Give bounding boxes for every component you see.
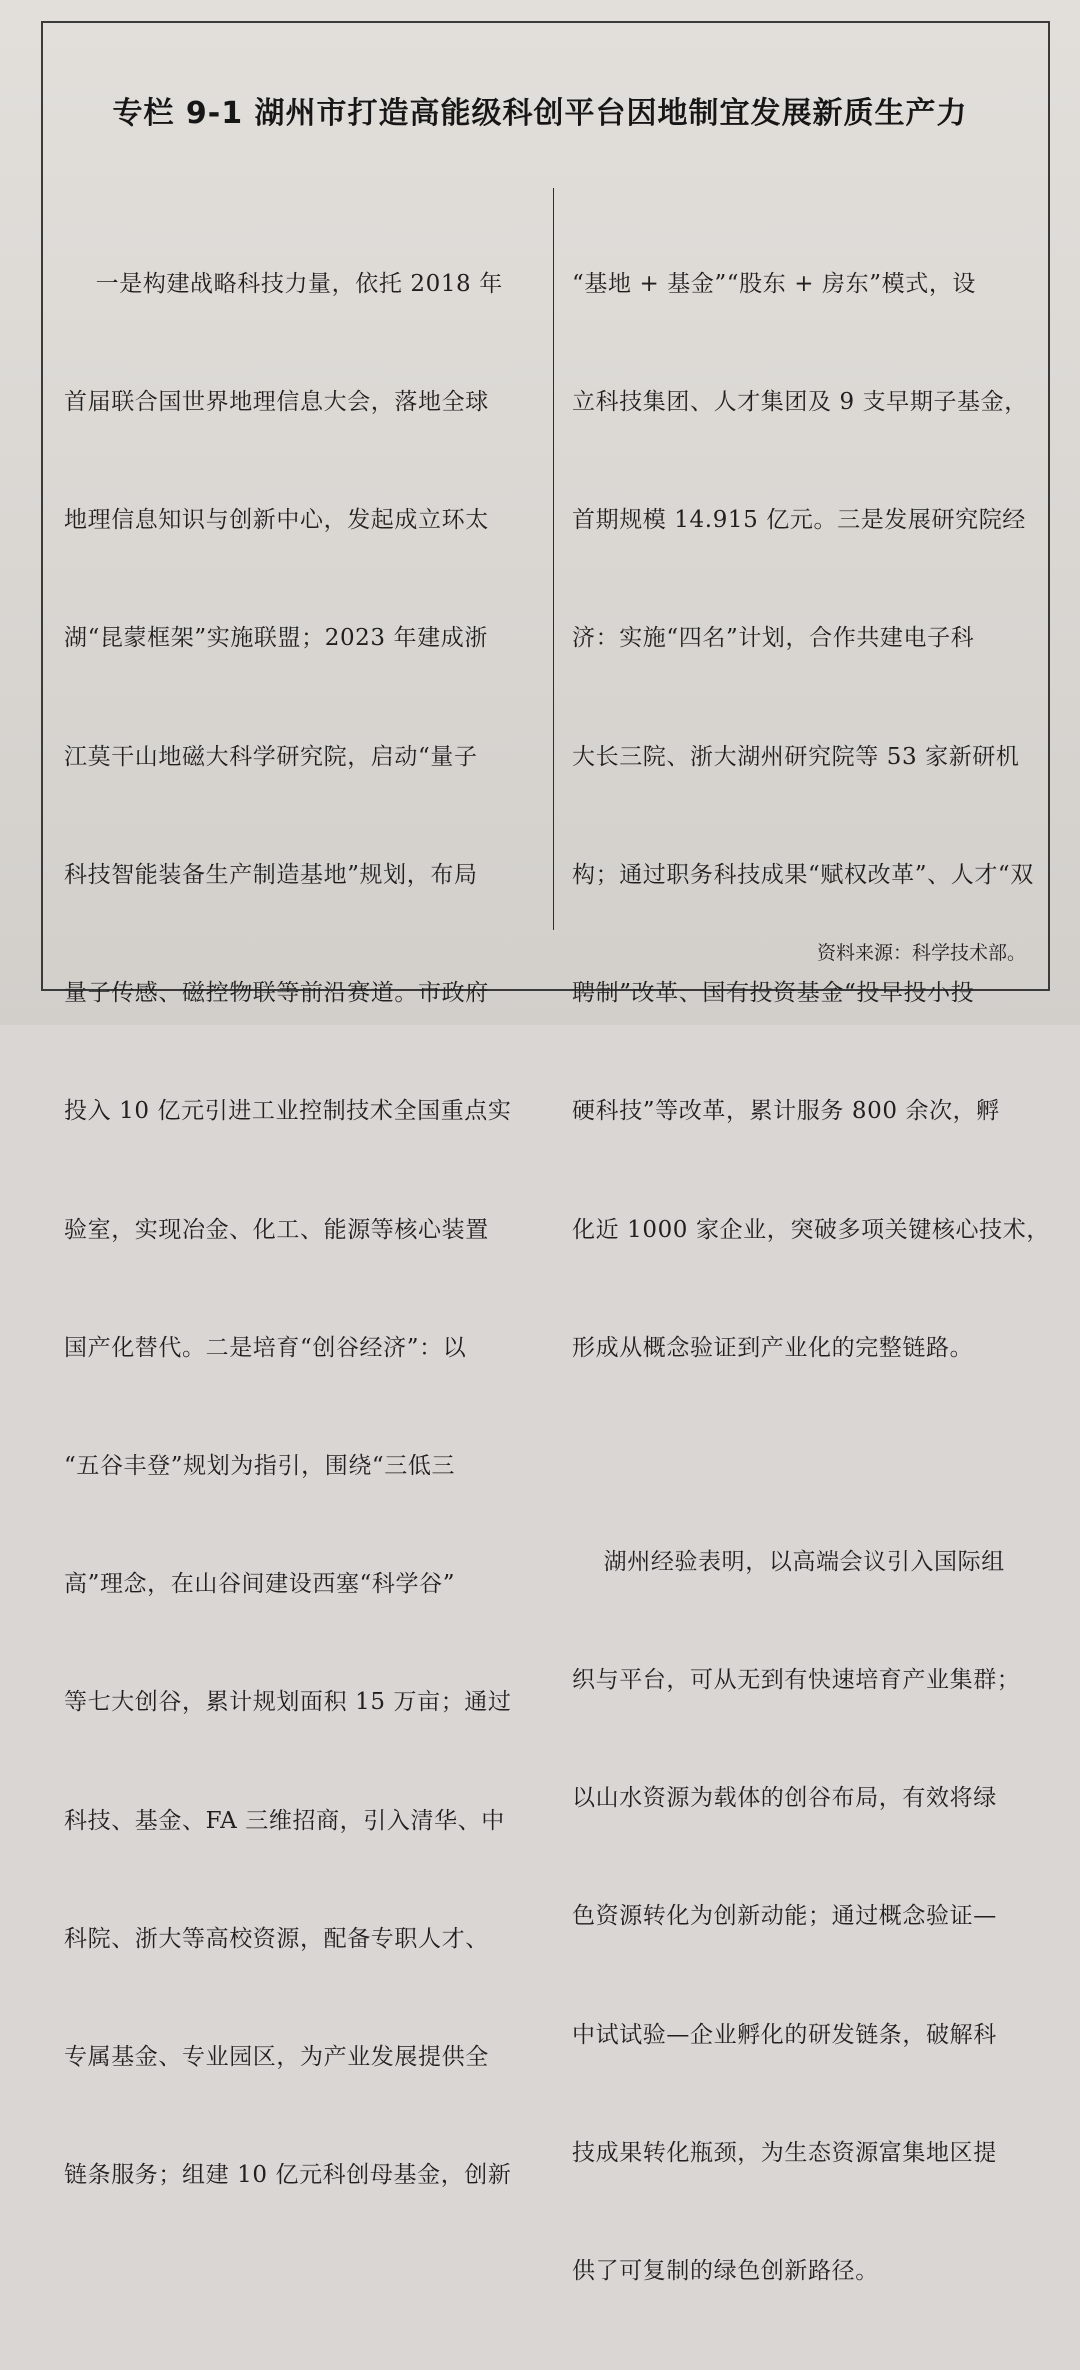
text-line: 中试试验—企业孵化的研发链条，破解科	[572, 2021, 997, 2048]
text-line: 形成从概念验证到产业化的完整链路。	[572, 1334, 974, 1361]
text-line: 科技智能装备生产制造基地”规划，布局	[64, 861, 478, 888]
left-column	[64, 186, 542, 2275]
text-line: 立科技集团、人才集团及 9 支早期子基金，	[572, 389, 1028, 416]
text-line: 大长三院、浙大湖州研究院等 53 家新研机	[572, 743, 1020, 770]
text-line: 供了可复制的绿色创新路径。	[572, 2258, 879, 2285]
text-line: 等七大创谷，累计规划面积 15 万亩；通过	[64, 1689, 512, 1716]
text-line: 量子传感、磁控物联等前沿赛道。市政府	[64, 980, 489, 1007]
column-divider	[553, 188, 554, 930]
text-line: 国产化替代。二是培育“创谷经济”：以	[64, 1334, 467, 1361]
text-line: 链条服务；组建 10 亿元科创母基金，创新	[64, 2162, 512, 2189]
text-line: 化近 1000 家企业，突破多项关键核心技术，	[572, 1216, 1050, 1243]
text-line: 构；通过职务科技成果“赋权改革”、人才“双	[572, 861, 1034, 888]
text-line: 湖“昆蒙框架”实施联盟；2023 年建成浙	[64, 625, 488, 652]
text-line: 硬科技”等改革，累计服务 800 余次，孵	[572, 1098, 1000, 1125]
text-line: 织与平台，可从无到有快速培育产业集群；	[572, 1667, 1021, 1694]
text-line: 地理信息知识与创新中心，发起成立环太	[64, 507, 489, 534]
text-line: “五谷丰登”规划为指引，围绕“三低三	[64, 1453, 456, 1479]
source-note: 资料来源：科学技术部。	[816, 942, 1026, 964]
text-line: 湖州经验表明，以高端会议引入国际组	[572, 1548, 1005, 1575]
text-line: 专属基金、专业园区，为产业发展提供全	[64, 2044, 489, 2071]
text-line: 江莫干山地磁大科学研究院，启动“量子	[64, 743, 478, 770]
text-line: 投入 10 亿元引进工业控制技术全国重点实	[64, 1098, 512, 1125]
text-line: 色资源转化为创新动能；通过概念验证—	[572, 1903, 997, 1930]
text-line: 聘制”改革、国有投资基金“投早投小投	[572, 980, 975, 1007]
paragraph-gap	[572, 1447, 1042, 1464]
text-line: 技成果转化瓶颈，为生态资源富集地区提	[572, 2139, 997, 2166]
text-line: 济：实施“四名”计划，合作共建电子科	[572, 625, 975, 652]
text-line: 首届联合国世界地理信息大会，落地全球	[64, 389, 489, 416]
text-line: 科院、浙大等高校资源，配备专职人才、	[64, 1925, 489, 1952]
text-line: 科技、基金、FA 三维招商，引入清华、中	[64, 1807, 505, 1834]
text-line: 以山水资源为载体的创谷布局，有效将绿	[572, 1785, 997, 1812]
text-line: 高”理念，在山谷间建设西塞“科学谷”	[64, 1571, 456, 1598]
text-line: “基地 + 基金”“股东 + 房东”模式，设	[572, 270, 977, 297]
right-column	[572, 186, 1050, 2370]
text-line: 首期规模 14.915 亿元。三是发展研究院经	[572, 507, 1026, 534]
text-line: 验室，实现冶金、化工、能源等核心装置	[64, 1216, 489, 1243]
column-title: 专栏 9-1 湖州市打造高能级科创平台因地制宜发展新质生产力	[112, 96, 968, 131]
text-line: 一是构建战略科技力量，依托 2018 年	[64, 270, 503, 297]
